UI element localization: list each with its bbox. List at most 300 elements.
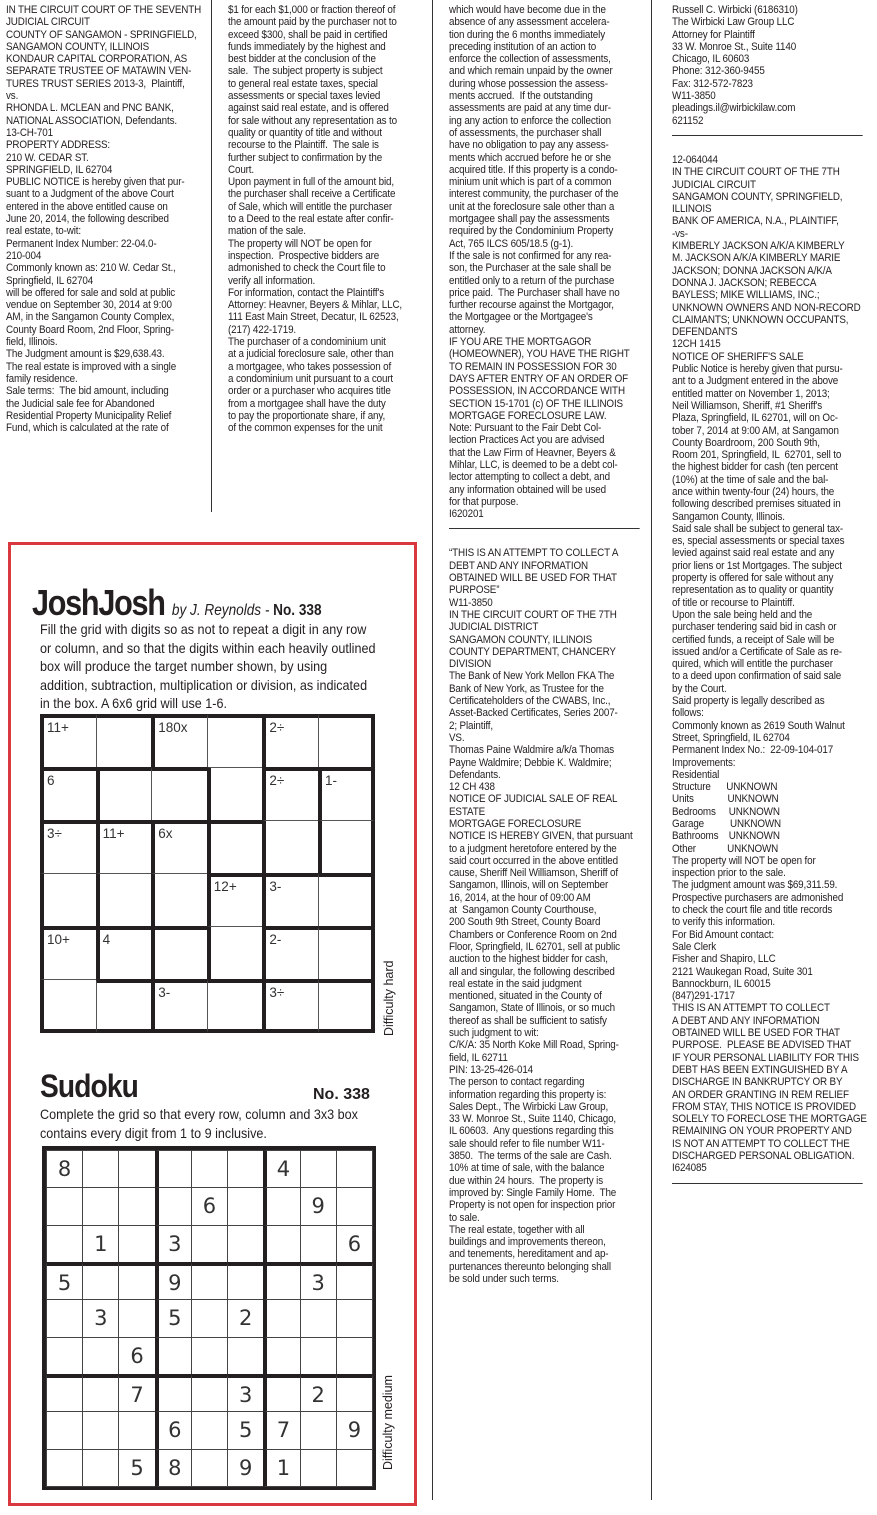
sudoku-cell[interactable]: 8: [155, 1449, 192, 1487]
joshjosh-cell[interactable]: [318, 714, 375, 768]
notice-line: DISCHARGE IN BANKRUPTCY OR BY: [672, 1076, 843, 1089]
notice-line: $1 for each $1,000 or fraction thereof of: [228, 4, 396, 16]
notice-line: C/K/A: 35 North Koke Mill Road, Spring-: [449, 1039, 619, 1052]
notice-line: ments which accrued before he or she: [449, 151, 612, 164]
notice-line: Upon payment in full of the amount bid,: [228, 176, 394, 189]
notice-line: acquired title. If this property is a condo-: [449, 163, 618, 176]
notice-line: thereof as shall be sufficient to satisfy: [449, 1014, 607, 1027]
joshjosh-instructions: Fill the grid with digits so as not to repeat a digit in any row or column, and so that the digits within each heavily outlined box will produce the target number shown, by using addition, subtraction, multiplication or division, as indicated in the box. A 6x6 grid will use 1-6.: [40, 621, 376, 711]
notice-line: field, IL 62711: [449, 1051, 508, 1064]
joshjosh-cell[interactable]: [318, 820, 375, 874]
notice-line: vs.: [6, 90, 19, 103]
column-divider: [651, 0, 652, 1500]
joshjosh-cell[interactable]: [318, 873, 375, 927]
notice-line: mation of the sale.: [228, 225, 306, 238]
notice-line: SANGAMON COUNTY, SPRINGFIELD,: [672, 190, 843, 203]
notice-line: verify all information.: [228, 274, 316, 287]
notice-line: Other UNKNOWN: [672, 842, 779, 855]
sudoku-cell[interactable]: 1: [263, 1449, 300, 1487]
sudoku-cell[interactable]: [263, 1262, 300, 1300]
notice-line: The purchaser of a condominium unit: [228, 336, 386, 349]
notice-line: CLAIMANTS; UNKNOWN OCCUPANTS,: [672, 313, 849, 326]
notice-line: Fund, which is calculated at the rate of: [6, 422, 169, 435]
notice-line: Said sale shall be subject to general tax-: [672, 522, 844, 535]
notice-line: lector attempting to collect a debt, and: [449, 471, 610, 484]
sudoku-cell[interactable]: [82, 1411, 119, 1449]
notice-line: representation as to quality or quantity: [672, 584, 834, 597]
sudoku-cell[interactable]: [336, 1187, 373, 1225]
notice-line: which would have become due in the: [449, 4, 606, 16]
sudoku-cell[interactable]: 5: [46, 1262, 83, 1300]
sudoku-cell[interactable]: 5: [118, 1449, 155, 1487]
sudoku-cell[interactable]: [191, 1449, 228, 1487]
sudoku-cell[interactable]: [46, 1449, 83, 1487]
notice-line: inspection. Prospective bidders are: [228, 249, 380, 262]
sudoku-cell[interactable]: 6: [155, 1411, 192, 1449]
notice-line: Bedrooms UNKNOWN: [672, 805, 780, 818]
notice-line: The judgment amount was $69,311.59.: [672, 879, 838, 892]
notice-line: IF YOUR PERSONAL LIABILITY FOR THIS: [672, 1051, 859, 1064]
joshjosh-cell[interactable]: [96, 979, 153, 1033]
notice-column-4: [672, 4, 871, 1202]
notice-line: unit at the foreclosure sale other than a: [449, 200, 615, 213]
notice-line: ESTATE: [449, 805, 486, 818]
notice-line: issued and/or a Certificate of Sale as re-: [672, 645, 842, 658]
notice-line: The Judgment amount is $29,638.43.: [6, 348, 165, 361]
sudoku-title: Sudoku: [40, 1068, 138, 1104]
notice-line: of assessments, the purchaser shall: [449, 126, 602, 139]
sudoku-cell[interactable]: [82, 1262, 119, 1300]
notice-line: at Sangamon County Courthouse,: [449, 904, 597, 917]
notice-line: 210 W. CEDAR ST.: [6, 151, 89, 164]
notice-line: (847)291-1717: [672, 990, 735, 1003]
notice-line: Bannockburn, IL 60015: [672, 977, 771, 990]
sudoku-cell[interactable]: 3: [82, 1299, 119, 1337]
sudoku-cell[interactable]: 1: [82, 1225, 119, 1263]
sudoku-cell[interactable]: 6: [118, 1337, 155, 1375]
sudoku-cell[interactable]: [82, 1374, 119, 1412]
notice-line: DEBT AND ANY INFORMATION: [449, 559, 588, 572]
sudoku-cell[interactable]: [46, 1299, 83, 1337]
notice-line: Commonly known as: 210 W. Cedar St.,: [6, 262, 176, 275]
notice-line: absence of any assessment accelera-: [449, 16, 610, 29]
sudoku-cell[interactable]: [227, 1150, 264, 1188]
sudoku-cell[interactable]: [191, 1262, 228, 1300]
notice-line: Fisher and Shapiro, LLC: [672, 953, 776, 966]
notice-line: cause, Sheriff Neil Williamson, Sheriff of: [449, 867, 618, 880]
notice-line: have no obligation to pay any assess-: [449, 139, 609, 152]
joshjosh-cell[interactable]: 11+: [40, 714, 97, 768]
notice-line: Permanent Index Number: 22-04.0-: [6, 237, 157, 250]
notice-line: June 20, 2014, the following described: [6, 213, 169, 226]
notice-line: tober 7, 2014 at 9:00 AM, at Sangamon: [672, 424, 839, 437]
notice-line: assessments are paid at any time dur-: [449, 102, 611, 115]
notice-line: inspection prior to the sale.: [672, 867, 786, 880]
joshjosh-cell[interactable]: [207, 714, 264, 768]
notice-line: Residential: [672, 768, 720, 781]
joshjosh-separator: -: [261, 602, 274, 619]
notice-line: to pay the proportionate share, if any,: [228, 409, 386, 422]
notice-line: SANGAMON COUNTY, ILLINOIS: [449, 633, 593, 646]
notice-line: at a judicial foreclosure sale, other than: [228, 348, 394, 361]
notice-line: (217) 422-1719.: [228, 323, 297, 336]
notice-line: ing any action to enforce the collection: [449, 114, 612, 127]
joshjosh-cell[interactable]: [318, 926, 375, 980]
notice-line: order or a purchaser who acquires title: [228, 385, 391, 398]
joshjosh-cell[interactable]: [207, 767, 264, 821]
notice-line: DISCHARGED PERSONAL OBLIGATION.: [672, 1150, 855, 1163]
sudoku-number: No. 338: [313, 1086, 370, 1103]
notice-wirbicki-contact: [672, 4, 871, 127]
sudoku-cell[interactable]: 2: [227, 1299, 264, 1337]
sudoku-cell[interactable]: [263, 1337, 300, 1375]
sudoku-cell[interactable]: 6: [191, 1187, 228, 1225]
sudoku-cell[interactable]: [300, 1225, 337, 1263]
notice-line: PURPOSE”: [449, 584, 500, 597]
notice-line: The real estate is improved with a single: [6, 360, 177, 373]
notice-line: the Judicial sale fee for Abandoned: [6, 397, 155, 410]
notice-line: best bidder at the conclusion of the: [228, 53, 376, 66]
notice-line: purtenances thereunto belonging shall: [449, 1260, 611, 1273]
sudoku-cell[interactable]: [118, 1411, 155, 1449]
joshjosh-cell[interactable]: 2-: [262, 926, 319, 980]
sudoku-cell[interactable]: [191, 1225, 228, 1263]
notice-line: vendue on September 30, 2014 at 9:00: [6, 299, 172, 312]
sudoku-cell[interactable]: 7: [263, 1411, 300, 1449]
joshjosh-cell[interactable]: [40, 873, 97, 927]
notice-line: Mihlar, LLC, is deemed to be a debt col-: [449, 458, 618, 471]
sudoku-grid: [42, 1146, 376, 1490]
notice-line: tion during the 6 months immediately: [449, 28, 605, 41]
notice-line: Sangamon, Illinois, will on September: [449, 879, 609, 892]
notice-line: THIS IS AN ATTEMPT TO COLLECT: [672, 1002, 830, 1015]
sudoku-cell[interactable]: [263, 1187, 300, 1225]
joshjosh-cell[interactable]: 3-: [262, 873, 319, 927]
sudoku-cell[interactable]: [336, 1262, 373, 1300]
joshjosh-cell[interactable]: 3÷: [40, 820, 97, 874]
sudoku-cell[interactable]: 7: [118, 1374, 155, 1412]
notice-line: Plaza, Springfield, IL 62701, will on Oc-: [672, 412, 838, 425]
notice-line: 2; Plaintiff,: [449, 719, 494, 732]
notice-line: exceed $300, shall be paid in certified: [228, 28, 388, 41]
notice-line: MORTGAGE FORECLOSURE: [449, 818, 582, 830]
notice-line: DEBT HAS BEEN EXTINGUISHED BY A: [672, 1063, 848, 1076]
sudoku-cell[interactable]: [118, 1150, 155, 1188]
sudoku-cell[interactable]: [46, 1225, 83, 1263]
notice-line: I624085: [672, 1162, 707, 1175]
notice-line: -vs-: [672, 227, 688, 240]
sudoku-cell[interactable]: [155, 1374, 192, 1412]
notice-line: Thomas Paine Waldmire a/k/a Thomas: [449, 744, 615, 757]
sudoku-cell[interactable]: [300, 1449, 337, 1487]
sudoku-cell[interactable]: 6: [336, 1225, 373, 1263]
notice-line: SEPARATE TRUSTEE OF MATAWIN VEN-: [6, 65, 192, 78]
joshjosh-cell[interactable]: 1-: [318, 767, 375, 821]
sudoku-cell[interactable]: [155, 1150, 192, 1188]
notice-line: For information, contact the Plaintiff's: [228, 286, 385, 299]
sudoku-cell[interactable]: [46, 1337, 83, 1375]
notice-line: PIN: 13-25-426-014: [449, 1063, 534, 1076]
notice-line: funds immediately by the highest and: [228, 40, 386, 53]
joshjosh-cell[interactable]: 180x: [151, 714, 208, 768]
joshjosh-difficulty: Difficulty hard: [382, 960, 396, 1036]
notice-line: 33 W. Monroe St., Suite 1140, Chicago,: [449, 1113, 617, 1126]
notice-line: M. JACKSON A/K/A KIMBERLY MARIE: [672, 252, 841, 265]
notice-line: Payne Waldmire; Debbie K. Waldmire;: [449, 756, 612, 769]
sudoku-cell[interactable]: [300, 1299, 337, 1337]
sudoku-cell[interactable]: [336, 1150, 373, 1188]
sudoku-cell[interactable]: [46, 1187, 83, 1225]
sudoku-cell[interactable]: [82, 1187, 119, 1225]
sudoku-cell[interactable]: [227, 1225, 264, 1263]
sudoku-cell[interactable]: [82, 1150, 119, 1188]
notice-column-2: [228, 4, 429, 434]
notice-line: Floor, Springfield, IL 62701, sell at public: [449, 940, 620, 953]
sudoku-cell[interactable]: [300, 1411, 337, 1449]
notice-line: NOTICE OF JUDICIAL SALE OF REAL: [449, 793, 618, 806]
notice-line: that the Law Firm of Heavner, Beyers &: [449, 446, 616, 459]
sudoku-cell[interactable]: [300, 1150, 337, 1188]
joshjosh-cell[interactable]: 2÷: [262, 767, 319, 821]
sudoku-cell[interactable]: 3: [300, 1262, 337, 1300]
sudoku-cell[interactable]: 8: [46, 1150, 83, 1188]
notice-line: the amount paid by the purchaser not to: [228, 16, 397, 29]
notice-line: W11-3850: [449, 596, 493, 609]
notice-line: Commonly known as 2619 South Walnut: [672, 719, 845, 732]
sudoku-cell[interactable]: 5: [155, 1299, 192, 1337]
notice-line: Said property is legally described as: [672, 695, 825, 708]
notice-line: Springfield, IL 62704: [6, 274, 94, 287]
notice-line: es, special assessments or special taxes: [672, 535, 845, 548]
sudoku-cell[interactable]: [118, 1187, 155, 1225]
sudoku-cell[interactable]: [336, 1374, 373, 1412]
joshjosh-cell[interactable]: 3÷: [262, 979, 319, 1033]
notice-line: IN THE CIRCUIT COURT OF THE 7TH: [449, 608, 617, 621]
notice-line: family residence.: [6, 372, 78, 385]
joshjosh-byline: by J. Reynolds: [171, 602, 262, 619]
notice-line: to a deed upon confirmation of said sale: [672, 670, 842, 683]
joshjosh-cell[interactable]: 2÷: [262, 714, 319, 768]
sudoku-cell[interactable]: [46, 1374, 83, 1412]
sudoku-cell[interactable]: 5: [227, 1411, 264, 1449]
notice-line: pleadings.il@wirbickilaw.com: [672, 102, 796, 115]
sudoku-cell[interactable]: [191, 1337, 228, 1375]
notice-line: entitled only to a return of the purchase: [449, 274, 615, 287]
sudoku-cell[interactable]: 3: [155, 1225, 192, 1263]
sudoku-cell[interactable]: [82, 1337, 119, 1375]
notice-line: interest community, the purchaser of the: [449, 188, 619, 201]
notice-line: Chambers or Conference Room on 2nd: [449, 928, 617, 941]
notice-line: levied against said real estate and any: [672, 547, 835, 560]
notice-line: 13-CH-701: [6, 126, 53, 139]
notice-line: SANGAMON COUNTY, ILLINOIS: [6, 40, 150, 53]
notice-line: DEFENDANTS: [672, 326, 738, 339]
notice-line: improved by: Single Family Home. The: [449, 1186, 617, 1199]
notice-line: the Mortgagee or the Mortgagee's: [449, 311, 593, 324]
sudoku-cell[interactable]: [191, 1150, 228, 1188]
notice-line: 12 CH 438: [449, 781, 495, 794]
notice-line: DIVISION: [449, 658, 492, 671]
notice-line: PUBLIC NOTICE is hereby given that pur-: [6, 176, 185, 189]
notice-line: the highest bidder for cash (ten percent: [672, 461, 838, 474]
sudoku-cell[interactable]: 9: [300, 1187, 337, 1225]
notice-line: Garage UNKNOWN: [672, 818, 782, 830]
notice-line: certified funds, a receipt of Sale will be: [672, 633, 835, 646]
notice-line: buildings and improvements thereon,: [449, 1236, 606, 1249]
notice-line: Court.: [228, 163, 254, 176]
notice-line: OBTAINED WILL BE USED FOR THAT: [672, 1027, 840, 1040]
sudoku-cell[interactable]: [155, 1337, 192, 1375]
notice-line: SPRINGFIELD, IL 62704: [6, 163, 113, 176]
joshjosh-cell[interactable]: [318, 979, 375, 1033]
notice-line: IN THE CIRCUIT COURT OF THE SEVENTH: [6, 4, 202, 16]
notice-line: of Sale, which will entitle the purchaser: [228, 200, 393, 213]
joshjosh-cell[interactable]: [207, 820, 264, 874]
joshjosh-cell[interactable]: [207, 979, 264, 1033]
sudoku-cell[interactable]: [227, 1337, 264, 1375]
notice-line: Neil Williamson, Sheriff, #1 Sheriff's: [672, 399, 823, 412]
notice-line: The person to contact regarding: [449, 1076, 585, 1089]
sudoku-cell[interactable]: [191, 1374, 228, 1412]
sudoku-cell[interactable]: [118, 1225, 155, 1263]
notice-line: Russell C. Wirbicki (6186310): [672, 4, 798, 16]
sudoku-cell[interactable]: 9: [336, 1411, 373, 1449]
notice-line: purchaser tendering said bid in cash or: [672, 621, 837, 634]
notice-line: W11-3850: [672, 90, 716, 103]
notice-line: of the common expenses for the unit: [228, 422, 383, 435]
sudoku-cell[interactable]: [191, 1299, 228, 1337]
joshjosh-cell[interactable]: 11+: [96, 820, 153, 874]
notice-line: BAYLESS; MIKE WILLIAMS, INC.;: [672, 289, 820, 302]
notice-column-1: [6, 4, 209, 434]
sudoku-cell[interactable]: [227, 1187, 264, 1225]
sudoku-cell[interactable]: [263, 1299, 300, 1337]
notice-line: lection Practices Act you are advised: [449, 434, 605, 447]
notice-line: field, Illinois.: [6, 336, 58, 349]
joshjosh-cell[interactable]: [262, 820, 319, 874]
sudoku-cell[interactable]: [336, 1337, 373, 1375]
joshjosh-cell[interactable]: [151, 873, 208, 927]
sudoku-cell[interactable]: [46, 1411, 83, 1449]
notice-line: Chicago, IL 60603: [672, 53, 750, 66]
notice-line: KONDAUR CAPITAL CORPORATION, AS: [6, 53, 188, 66]
notice-line: Fax: 312-572-7823: [672, 77, 753, 90]
notice-line: admonished to check the Court file to: [228, 262, 386, 275]
notice-line: by the Court.: [672, 682, 727, 695]
notice-line: NATIONAL ASSOCIATION, Defendants.: [6, 114, 177, 127]
sudoku-cell[interactable]: [300, 1337, 337, 1375]
sudoku-cell[interactable]: 3: [227, 1374, 264, 1412]
sudoku-cell[interactable]: [263, 1225, 300, 1263]
notice-column-3: [449, 4, 646, 1285]
notice-line: such judgment to wit:: [449, 1027, 539, 1040]
notice-line: Units UNKNOWN: [672, 793, 779, 806]
notice-line: DAYS AFTER ENTRY OF AN ORDER OF: [449, 372, 629, 385]
joshjosh-cell[interactable]: 4: [96, 926, 153, 980]
notice-line: of title or recourse to Plaintiff.: [672, 596, 795, 609]
joshjosh-cell[interactable]: [96, 767, 153, 821]
sudoku-cell[interactable]: [263, 1374, 300, 1412]
notice-line: auction to the highest bidder for cash,: [449, 953, 608, 966]
notice-line: mortgagee shall pay the assessments: [449, 213, 610, 226]
notice-line: entered in the above entitled cause on: [6, 200, 168, 213]
notice-line: to general real estate taxes, special: [228, 77, 378, 90]
notice-line: Act, 765 ILCS 605/18.5 (g-1).: [449, 237, 574, 250]
notice-line: recourse to the Plaintiff. The sale is: [228, 139, 379, 152]
notice-line: JUDICIAL DISTRICT: [449, 621, 539, 634]
joshjosh-cell[interactable]: [96, 714, 153, 768]
notice-line: COUNTY OF SANGAMON - SPRINGFIELD,: [6, 28, 197, 41]
notice-line: against said real estate, and is offered: [228, 102, 389, 115]
notice-line: The real estate, together with all: [449, 1223, 585, 1236]
joshjosh-cell[interactable]: [207, 926, 264, 980]
joshjosh-cell[interactable]: 6x: [151, 820, 208, 874]
notice-line: Defendants.: [449, 768, 501, 781]
sudoku-cell[interactable]: [336, 1299, 373, 1337]
joshjosh-cell[interactable]: 10+: [40, 926, 97, 980]
sudoku-cell[interactable]: [155, 1187, 192, 1225]
notice-line: enforce the collection of assessments,: [449, 53, 611, 66]
notice-line: during whose possession the assess-: [449, 77, 608, 90]
notice-line: 3850. The terms of the sale are Cash.: [449, 1150, 612, 1163]
notice-line: RHONDA L. MCLEAN and PNC BANK,: [6, 102, 174, 115]
notice-line: Attorney for Plaintiff: [672, 28, 755, 41]
notice-line: POSSESSION, IN ACCORDANCE WITH: [449, 385, 625, 398]
joshjosh-cell[interactable]: [96, 873, 153, 927]
notice-line: Room 201, Springfield, IL 62701, sell to: [672, 449, 842, 462]
notice-line: said court occurred in the above entitled: [449, 854, 618, 867]
joshjosh-cell[interactable]: [151, 926, 208, 980]
notice-line: IS NOT AN ATTEMPT TO COLLECT THE: [672, 1137, 850, 1150]
notice-line: 210-004: [6, 249, 42, 262]
joshjosh-title: JoshJosh: [32, 582, 165, 623]
notice-line: VS.: [449, 731, 465, 744]
notice-line: JACKSON; DONNA JACKSON A/K/A: [672, 264, 832, 277]
notice-line: Sales Dept., The Wirbicki Law Group,: [449, 1100, 609, 1113]
sudoku-cell[interactable]: [227, 1262, 264, 1300]
notice-line: sale. The subject property is subject: [228, 65, 383, 78]
sudoku-cell[interactable]: 9: [155, 1262, 192, 1300]
sudoku-cell[interactable]: 2: [300, 1374, 337, 1412]
sudoku-cell[interactable]: [82, 1449, 119, 1487]
notice-line: to check the court file and title records: [672, 904, 833, 917]
notice-line: Note: Pursuant to the Fair Debt Col-: [449, 422, 602, 435]
joshjosh-cell[interactable]: [151, 767, 208, 821]
sudoku-cell[interactable]: 4: [263, 1150, 300, 1188]
notice-line: required by the Condominium Property: [449, 225, 614, 238]
notice-line: AN ORDER GRANTING IN REM RELIEF: [672, 1088, 849, 1101]
notice-line: Structure UNKNOWN: [672, 781, 778, 794]
sudoku-cell[interactable]: 9: [227, 1449, 264, 1487]
notice-line: OBTAINED WILL BE USED FOR THAT: [449, 572, 617, 585]
sudoku-cell[interactable]: [118, 1262, 155, 1300]
notice-line: ant to a Judgment entered in the above: [672, 375, 839, 388]
notice-line: KIMBERLY JACKSON A/K/A KIMBERLY: [672, 240, 845, 253]
notice-line: The Bank of New York Mellon FKA The: [449, 670, 615, 683]
joshjosh-cell[interactable]: 6: [40, 767, 97, 821]
sudoku-cell[interactable]: [191, 1411, 228, 1449]
notice-line: The property will NOT be open for: [672, 854, 816, 867]
notice-separator: [672, 135, 863, 136]
sudoku-cell[interactable]: [118, 1299, 155, 1337]
joshjosh-cell[interactable]: 12+: [207, 873, 264, 927]
joshjosh-cell[interactable]: [40, 979, 97, 1033]
notice-jackson: [672, 154, 871, 1175]
notice-line: (10%) at the time of sale and the bal-: [672, 473, 829, 486]
notice-line: Improvements:: [672, 756, 736, 769]
sudoku-cell[interactable]: [336, 1449, 373, 1487]
joshjosh-cell[interactable]: 3-: [151, 979, 208, 1033]
